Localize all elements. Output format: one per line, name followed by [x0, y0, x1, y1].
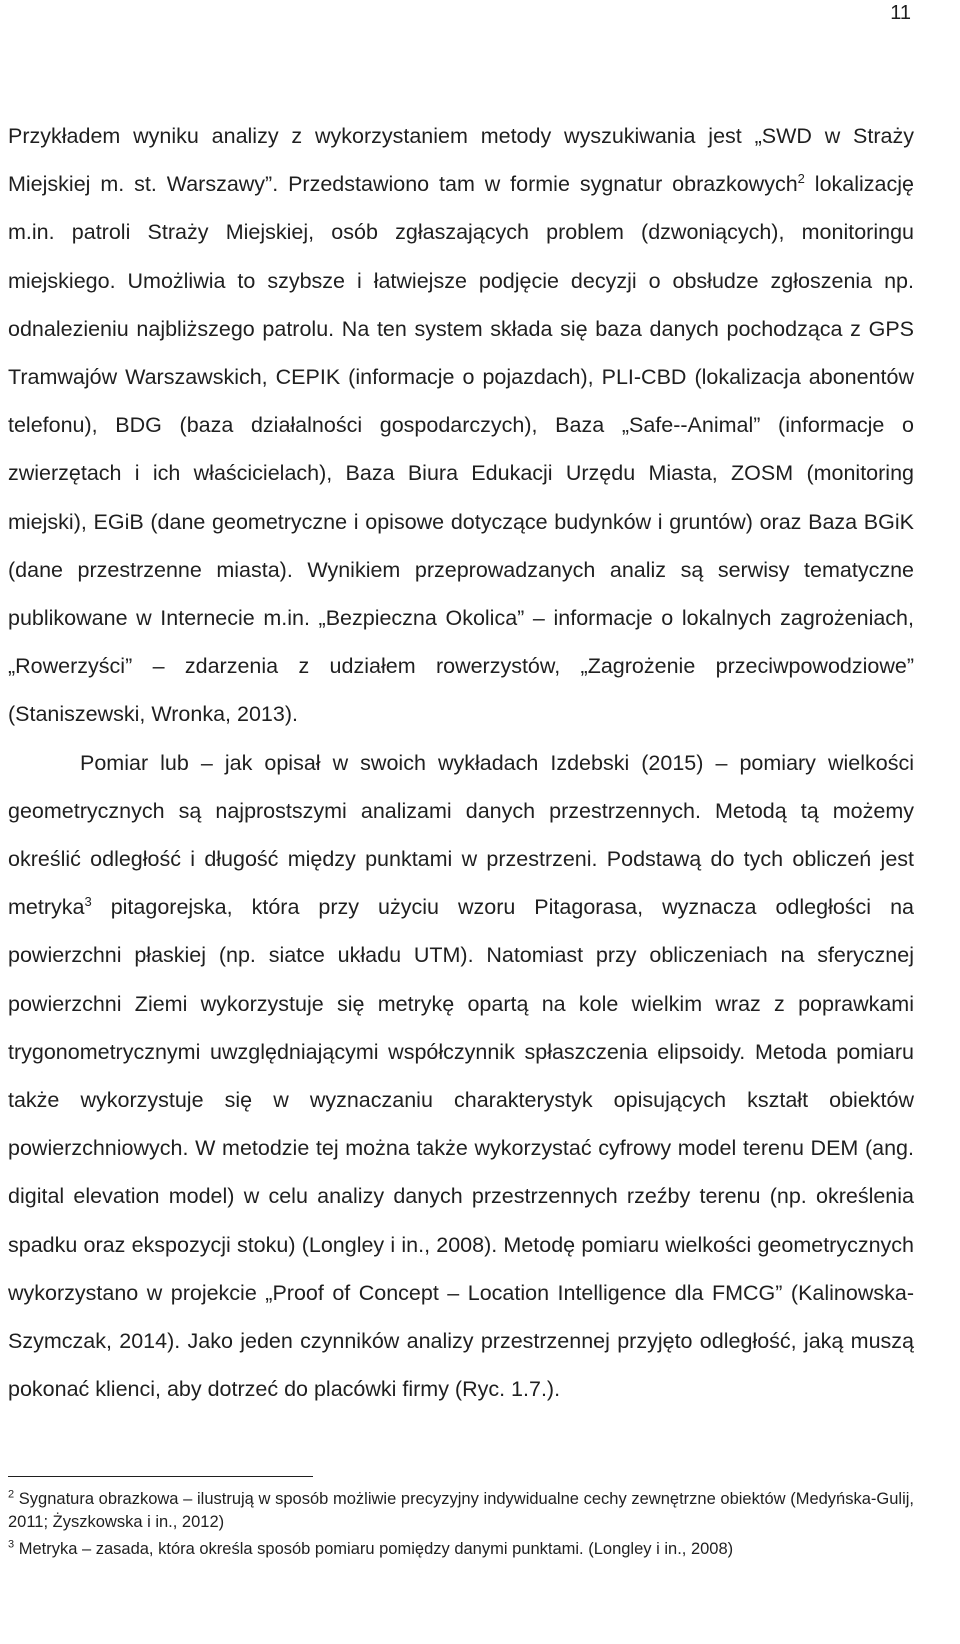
footnote-separator — [8, 1476, 313, 1477]
footnote-text: Metryka – zasada, która określa sposób pomiaru pomiędzy danymi punktami. (Longley i in., 2008) — [14, 1540, 734, 1558]
footnote-text: Sygnatura obrazkowa – ilustrują w sposób możliwie precyzyjny indywidualne cechy zewnętrzne obiektów (Medyńska-Gulij, 2011; Żyszkowska i in., 2012) — [8, 1490, 914, 1531]
text-run: lokalizację m.in. patroli Straży Miejskiej, osób zgłaszających problem (dzwoniących), monitoringu miejskiego. Umożliwia to szybsze i łatwiejsze podjęcie decyzji o obsłudze zgłoszenia np. odnalezieniu najbliższego patrolu. Na ten system składa się baza danych pochodząca z GPS Tramwajów Warszawskich, CEPIK (informacje o pojazdach), PLI-CBD (lokalizacja abonentów telefonu), BDG (baza działalności gospodarczych), Baza „Safe--Animal” (informacje o zwierzętach i ich właścicielach), Baza Biura Edukacji Urzędu Miasta, ZOSM (monitoring miejski), EGiB (dane geometryczne i opisowe dotyczące budynków i gruntów) oraz Baza BGiK (dane przestrzenne miasta). Wynikiem przeprowadzanych analiz są serwisy tematyczne publikowane w Internecie m.in. „Bezpieczna Okolica” – informacje o lokalnych zagrożeniach, „Rowerzyści” – zdarzenia z udziałem rowerzystów, „Zagrożenie przeciwpowodziowe” (Staniszewski, Wronka, 2013). — [8, 172, 914, 727]
footnotes — [8, 1488, 914, 1565]
footnote-3 — [8, 1538, 914, 1561]
text-run: pitagorejska, która przy użyciu wzoru Pitagorasa, wyznacza odległości na powierzchni płaskiej (np. siatce układu UTM). Natomiast przy obliczeniach na sferycznej powierzchni Ziemi wykorzystuje się metrykę opartą na kole wielkim wraz z poprawkami trygonometrycznymi uwzględniającymi współczynnik spłaszczenia elipsoidy. Metoda pomiaru także wykorzystuje się w wyznaczaniu charakterystyk opisujących kształt obiektów powierzchniowych. W metodzie tej można także wykorzystać cyfrowy model terenu DEM (ang. digital elevation model) w celu analizy danych przestrzennych rzeźby terenu (np. określenia spadku oraz ekspozycji stoku) (Longley i in., 2008). Metodę pomiaru wielkości geometrycznych wykorzystano w projekcie „Proof of Concept – Location Intelligence dla FMCG” (Kalinowska-Szymczak, 2014). Jako jeden czynników analizy przestrzennej przyjęto odległość, jaką muszą pokonać klienci, aby dotrzeć do placówki firmy (Ryc. 1.7.). — [8, 895, 914, 1402]
paragraph-1 — [8, 112, 914, 739]
text-run: Pomiar lub – jak opisał w swoich wykładach Izdebski (2015) – pomiary wielkości geometrycznych są najprostszymi analizami danych przestrzennych. Metodą tą możemy określić odległość i długość między punktami w przestrzeni. Podstawą do tych obliczeń jest metryka — [8, 750, 914, 920]
body-text — [8, 112, 914, 1413]
text-run: Przykładem wyniku analizy z wykorzystaniem metody wyszukiwania jest „SWD w Straży Miejskiej m. st. Warszawy”. Przedstawiono tam w formie sygnatur obrazkowych — [8, 124, 914, 197]
footnote-mark: 3 — [8, 1538, 15, 1551]
footnote-ref-2[interactable]: 2 — [797, 171, 805, 187]
footnote-ref-3[interactable]: 3 — [84, 894, 92, 910]
footnote-2 — [8, 1488, 914, 1534]
page-number: 11 — [890, 2, 911, 24]
footnote-mark: 2 — [8, 1488, 15, 1501]
paragraph-2 — [8, 739, 914, 1414]
